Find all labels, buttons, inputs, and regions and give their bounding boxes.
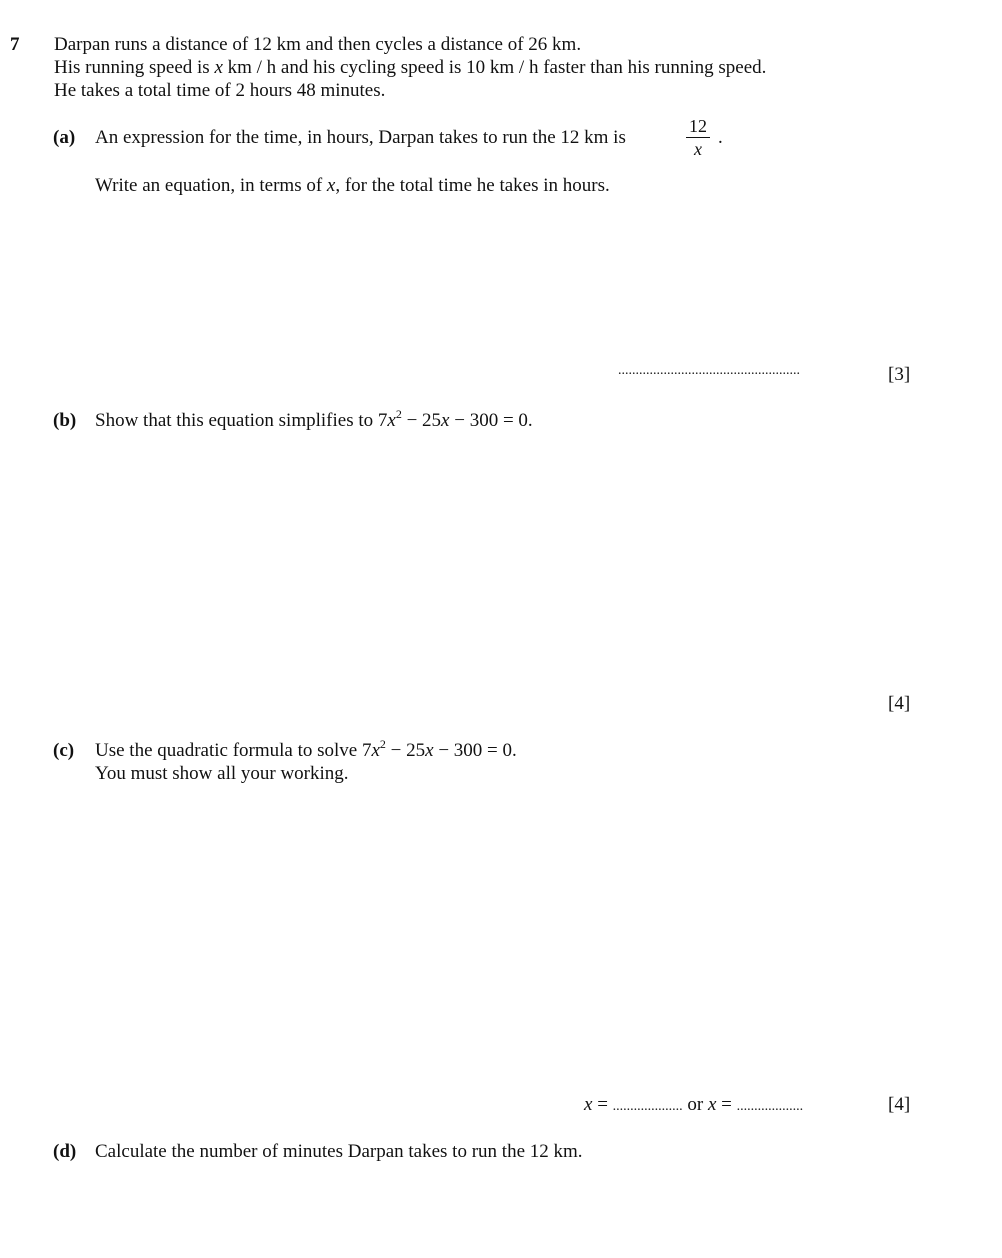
fraction-12-over-x [684,117,712,158]
part-a-instruction-text-a: Write an equation, in terms of [95,175,327,196]
variable-x: x [326,175,336,196]
part-c-statement: Use the quadratic formula to solve [95,740,362,761]
part-a-statement: An expression for the time, in hours, Darpan takes to run the 12 km is [95,127,626,148]
variable-x: x [584,1094,593,1115]
equation-coefficient: 7 [361,740,372,761]
variable-x: x [707,1094,717,1115]
equation-end: − 300 = 0. [449,410,533,431]
equals-sign: = [592,1094,613,1115]
variable-x: x [371,740,380,761]
intro-line-2-text-a: His running speed is [54,57,215,78]
part-c-answer-row [584,1094,803,1116]
question-number: 7 [10,34,20,55]
part-b-statement: Show that this equation simplifies to [95,410,378,431]
part-c-text [95,737,517,762]
exponent: 2 [395,407,402,421]
or-text: or [682,1094,708,1115]
part-a-instruction-text-b: , for the total time he takes in hours. [335,175,610,196]
part-c-line-2: You must show all your working. [95,763,349,784]
part-d-text: Calculate the number of minutes Darpan takes to run the 12 km. [95,1141,583,1162]
part-c-marks: [4] [888,1094,911,1115]
part-a-text [95,127,626,149]
part-c-answer-line-2[interactable]: ................... [736,1099,804,1114]
equation-coefficient: 7 [377,410,388,431]
exponent: 2 [379,737,386,751]
part-a-answer-line[interactable]: .................................................... [618,363,800,378]
fraction-denominator: x [694,139,702,159]
part-b-label: (b) [53,410,77,431]
variable-x: x [425,740,434,761]
part-c-answer-line-1[interactable]: .................... [612,1099,683,1114]
part-c-label: (c) [53,740,75,761]
part-a-label: (a) [53,127,76,148]
part-b-text [95,407,533,432]
part-a-marks: [3] [888,364,911,385]
variable-x: x [214,57,223,78]
equals-sign: = [716,1094,737,1115]
part-a-instruction [95,175,610,197]
fraction-numerator: 12 [686,117,710,138]
intro-line-1: Darpan runs a distance of 12 km and then cycles a distance of 26 km. [54,34,582,55]
intro-line-3: He takes a total time of 2 hours 48 minutes. [54,80,386,101]
part-d-label: (d) [53,1141,77,1162]
variable-x: x [387,410,396,431]
part-b-marks: [4] [888,693,911,714]
equation-middle: − 25 [385,740,426,761]
intro-line-2-text-b: km / h and his cycling speed is 10 km / h faster than his running speed. [222,57,767,78]
equation-middle: − 25 [401,410,442,431]
part-a-period: . [718,127,723,148]
variable-x: x [441,410,450,431]
equation-end: − 300 = 0. [433,740,517,761]
intro-line-2 [54,57,766,79]
